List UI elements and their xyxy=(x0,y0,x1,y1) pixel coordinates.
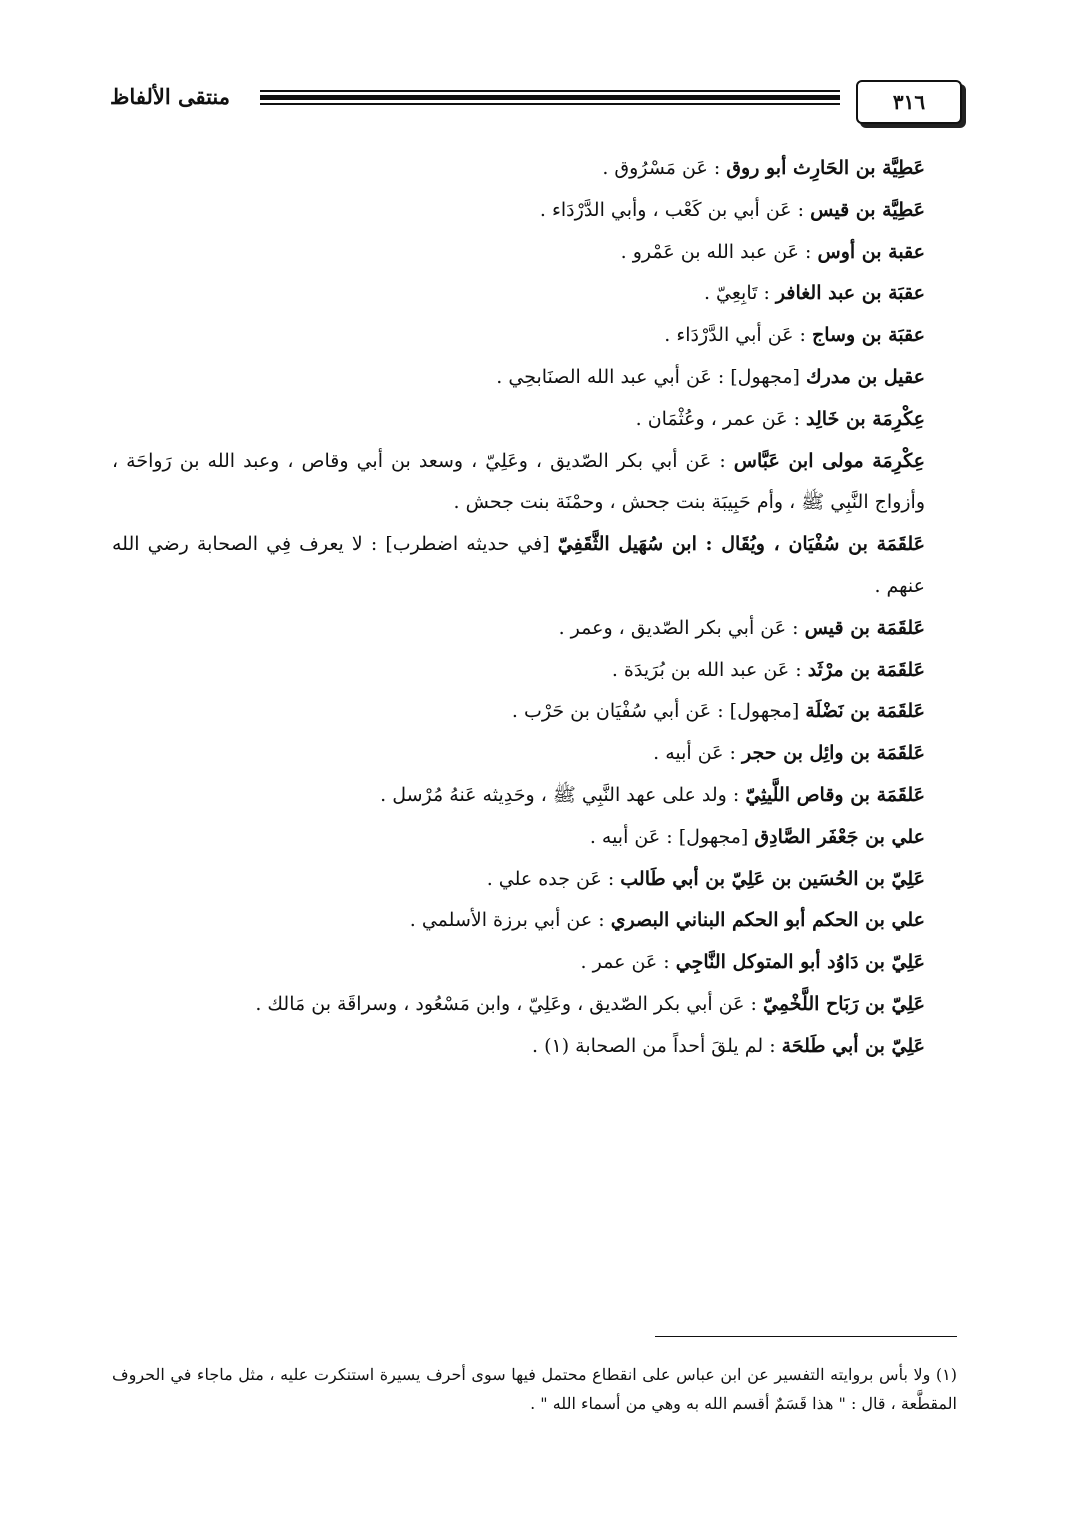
narrator-name: عَلقَمَة بن وقاص اللَّيثِيّ xyxy=(745,783,925,806)
narrator-text: [في حديثه اضطرب] : لا يعرف فِي الصحابة رضي الله عنهم . xyxy=(112,533,925,597)
narrator-text: : عَن عمر . xyxy=(580,951,676,974)
list-item xyxy=(112,190,957,232)
list-item xyxy=(112,148,957,190)
narrator-name: عقبَة بن وساج xyxy=(812,324,925,347)
narrator-name: عِكْرِمَة مولى ابن عَبَّاس xyxy=(733,449,925,472)
narrator-text: : عَن عبد الله بن عَمْرو . xyxy=(620,240,818,263)
book-title: منتقى الألفاظ xyxy=(110,84,231,109)
list-item xyxy=(112,984,957,1026)
page-header xyxy=(110,78,962,130)
narrator-text: : ولد على عهد النَّبِي ﷺ ، وحَدِيثه عَنهُ مُرْسل . xyxy=(380,783,746,806)
header-rule xyxy=(260,90,840,110)
narrator-text: : عَن جده علي . xyxy=(486,867,621,890)
narrator-name: عَلِيّ بن دَاوُد أبو المتوكل النَّاجِي xyxy=(675,951,925,974)
narrator-text: [مجهول] : عَن أبي سُفْيَان بن حَرْب . xyxy=(511,700,806,723)
narrator-name: عَلقَمَة بن مرْثَد xyxy=(807,658,925,681)
footnote-divider xyxy=(655,1336,957,1337)
narrator-name: عَطِيَّة بن قيس xyxy=(810,198,925,221)
narrator-name: علي بن الحكم أبو الحكم البناني البصري xyxy=(610,909,925,932)
list-item xyxy=(112,859,957,901)
narrator-name: علي بن جَعْفَر الصَّادِق xyxy=(754,825,925,848)
list-item xyxy=(112,608,957,650)
page-number: ٣١٦ xyxy=(856,80,962,124)
narrator-name: عَلقَمَة بن وائِل بن حجر xyxy=(742,742,925,765)
narrator-text: : عَن أبي بكر الصّديق ، وعمر . xyxy=(558,616,805,639)
list-item xyxy=(112,273,957,315)
narrator-text: : عن أبي برزة الأسلمي . xyxy=(409,909,611,932)
narrator-text: : عَن أبي بن كَعْب ، وأبي الدَّرْدَاء . xyxy=(539,198,811,221)
list-item xyxy=(112,817,957,859)
narrator-text: : عَن أبيه . xyxy=(653,742,742,765)
list-item xyxy=(112,232,957,274)
narrator-text: : عَن أبي بكر الصّديق ، وعَلِيّ ، وابن مَسْعُود ، وسراقَة بن مَالك . xyxy=(255,992,763,1015)
footnote: (١) ولا بأس بروايته التفسير عن ابن عباس على انقطاع محتمل فيها سوى أحرف يسيرة استنكرت عليه ، مثل ماجاء في الحروف المقطَّعة ، قال : " هذا قَسَمٌ أقسم الله به وهي من أسماء الله " . xyxy=(112,1365,958,1413)
narrator-name: عَلقَمَة بن سُفْيَان ، ويُقَال : ابن سُهَيل الثَّقَفِيّ xyxy=(557,533,925,556)
narrator-text: [مجهول] : عَن أبي عبد الله الصنَابحِي . xyxy=(496,365,806,388)
list-item xyxy=(112,1026,957,1068)
narrator-name: عقبَة بن عبد الغافر xyxy=(775,282,925,305)
list-item xyxy=(112,357,957,399)
list-item xyxy=(112,942,957,984)
list-item xyxy=(112,441,957,525)
narrator-name: عِكْرِمَة بن خَالِد xyxy=(806,407,925,430)
narrator-name: عَلِيّ بن أبي طَلحَة xyxy=(781,1034,925,1057)
narrator-text: [مجهول] : عَن أبيه . xyxy=(589,825,755,848)
narrator-text: : عَن عمر ، وعُثْمَان . xyxy=(635,407,807,430)
list-item xyxy=(112,650,957,692)
narrator-name: عقبة بن أوس xyxy=(817,240,925,263)
narrator-text: : عَن عبد الله بن بُرَيدَة . xyxy=(611,658,808,681)
narrator-text: : تَابِعِيّ . xyxy=(703,282,776,305)
narrator-name: عَلِيّ بن الحُسَين بن عَلِيّ بن أبي طَالب xyxy=(620,867,925,890)
narrator-text: : عَن مَسْرُوق . xyxy=(602,157,727,179)
narrator-name: عَلقَمَة بن قيس xyxy=(804,616,925,639)
list-item xyxy=(112,315,957,357)
entries-list xyxy=(112,148,957,1068)
narrator-text: : عَن أبي بكر الصّديق ، وعَلِيّ ، وسعد بن أبي وقاص ، وعبد الله بن رَواحَة ، وأزواج النَّبِي ﷺ ، وأم حَبِيبَة بنت جحش ، وحمْنَة بنت جحش . xyxy=(112,449,925,514)
list-item xyxy=(112,900,957,942)
narrator-text: : لم يلقَ أحداً من الصحابة (١) . xyxy=(532,1034,782,1057)
list-item xyxy=(112,524,957,608)
narrator-name: عَطِيَّة بن الحَارِث أبو روق xyxy=(726,157,925,179)
list-item xyxy=(112,775,957,817)
narrator-name: عَلِيّ بن رَبَاح اللَّخْمِيّ xyxy=(762,992,925,1015)
list-item xyxy=(112,733,957,775)
narrator-name: عقيل بن مدرك xyxy=(805,365,925,388)
narrator-text: : عَن أبي الدَّرْدَاء . xyxy=(664,324,812,347)
narrator-name: عَلقَمَة بن نَضْلَة xyxy=(805,700,925,723)
list-item xyxy=(112,399,957,441)
list-item xyxy=(112,691,957,733)
